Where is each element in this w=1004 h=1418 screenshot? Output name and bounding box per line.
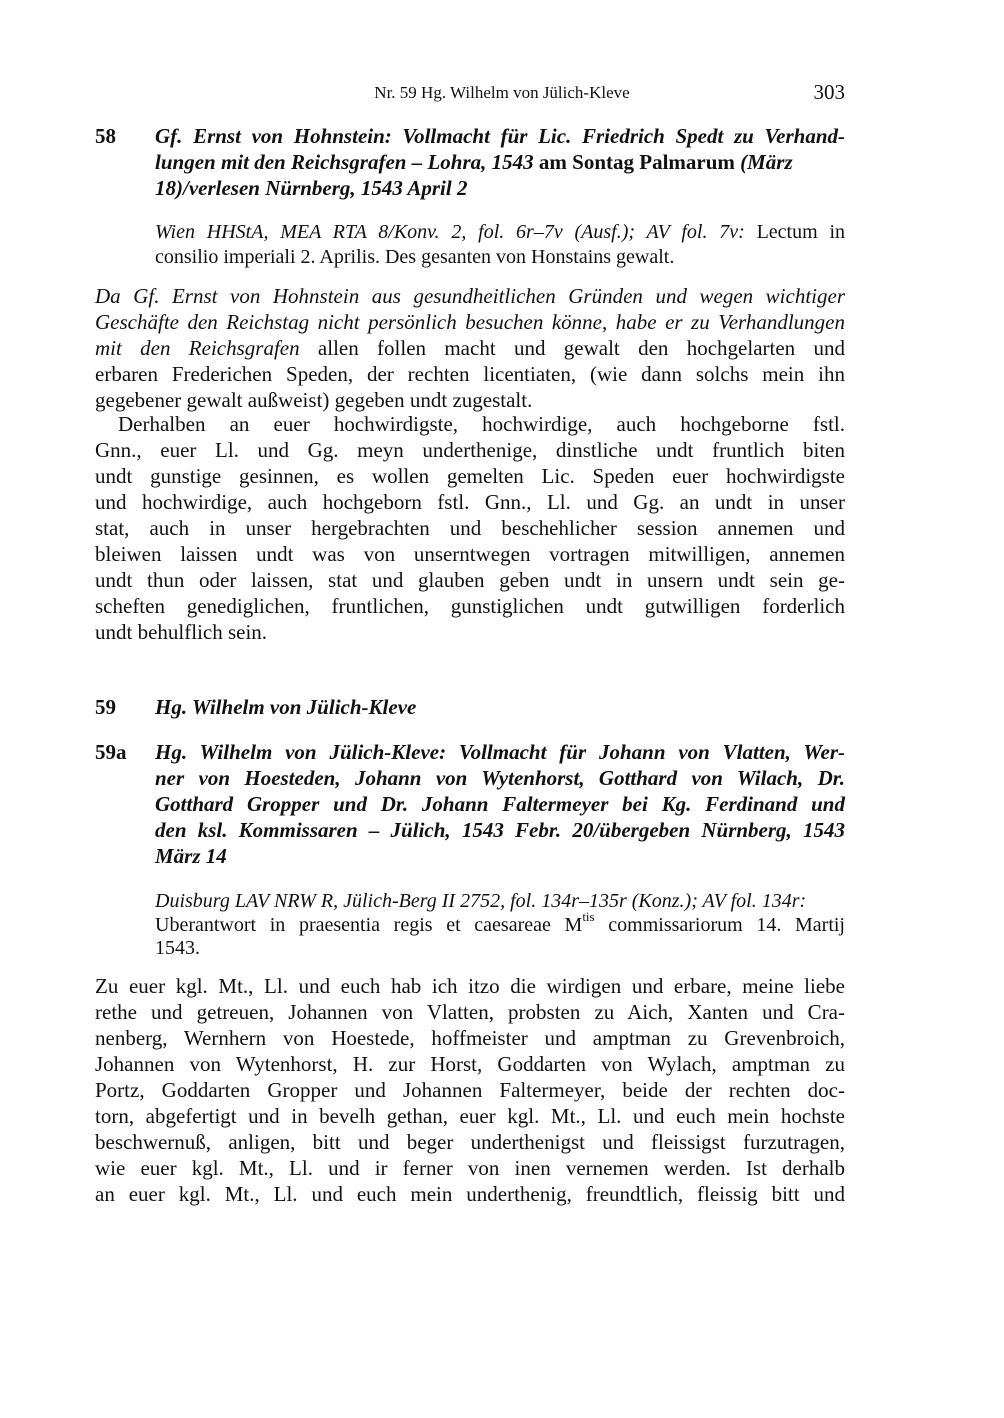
doc-59a-title-line-1: Hg. Wilhelm von Jülich-Kleve: Vollmacht für Johann von Vlatten, Wer- (155, 740, 845, 764)
doc-58-summary-italic: mit den Reichsgrafen (95, 336, 300, 360)
doc-59a-body-line-8: wie euer kgl. Mt., Ll. und ir ferner von inen vernemen werden. Ist derhalb (95, 1156, 845, 1180)
doc-58-title-date: am Sontag Palmarum (538, 150, 735, 174)
doc-58-body-line-1: Da Gf. Ernst von Hohnstein aus gesundheitlichen Gründen und wegen wichtiger (95, 284, 845, 308)
doc-58-title-line-3: 18)/verlesen Nürnberg, 1543 April 2 (155, 176, 468, 200)
doc-59a-title-line-3: Gotthard Gropper und Dr. Johann Faltermeyer bei Kg. Ferdinand und (155, 792, 845, 816)
doc-58-title-line-2 (155, 149, 845, 175)
doc-58-body-line-3 (95, 335, 845, 361)
running-head: Nr. 59 Hg. Wilhelm von Jülich-Kleve (374, 83, 630, 102)
doc-58-number: 58 (95, 124, 116, 148)
doc-59a-source-line-3: 1543. (155, 937, 200, 959)
doc-58-body-text: allen follen macht und gewalt den hochgelarten und (317, 336, 845, 360)
doc-59a-body-line-1: Zu euer kgl. Mt., Ll. und euch hab ich itzo die wirdigen und erbare, meine liebe (95, 974, 845, 998)
doc-58-para2-line-8: scheften genediglichen, fruntlichen, gunstiglichen undt gutwilligen forderlich (95, 594, 845, 618)
doc-58-para2-line-7: undt thun oder laissen, stat und glauben geben undt in unsern undt sein ge- (95, 568, 845, 592)
doc-59a-body-line-5: Portz, Goddarten Gropper und Johannen Faltermeyer, beide der rechten doc- (95, 1078, 845, 1102)
doc-58-source-line-2: consilio imperiali 2. Aprilis. Des gesanten von Honstains gewalt. (155, 246, 675, 268)
doc-59a-body-line-4: Johannen von Wytenhorst, H. zur Horst, Goddarten von Wylach, amptman zu (95, 1052, 845, 1076)
doc-58-title-tail: (März (740, 150, 793, 174)
doc-58-para2-line-3: undt gunstige gesinnen, es wollen gemelten Lic. Speden euer hochwirdigste (95, 464, 845, 488)
doc-58-body-line-4: erbaren Frederichen Speden, der rechten licentiaten, (wie dann solchs mein ihn (95, 362, 845, 386)
doc-59-number: 59 (95, 695, 116, 719)
doc-59a-source-note-end: commissariorum 14. Martij (594, 914, 845, 936)
doc-59a-body-line-6: torn, abgefertigt und in bevelh gethan, euer kgl. Mt., Ll. und euch mein hochste (95, 1104, 845, 1128)
doc-59a-body-line-9: an euer kgl. Mt., Ll. und euch mein underthenig, freundtlich, fleissig bitt und (95, 1182, 845, 1206)
doc-58-para2-line-2: Gnn., euer Ll. und Gg. meyn underthenige, dinstliche undt fruntlich biten (95, 438, 845, 462)
doc-59a-body-line-2: rethe und getreuen, Johannen von Vlatten, probsten zu Aich, Xanten und Cra- (95, 1000, 845, 1024)
doc-59a-title-line-4: den ksl. Kommissaren – Jülich, 1543 Febr. 20/übergeben Nürnberg, 1543 (155, 818, 845, 842)
page-number: 303 (813, 80, 845, 104)
doc-58-title-line-1: Gf. Ernst von Hohnstein: Vollmacht für Lic. Friedrich Spedt zu Verhand- (155, 124, 845, 148)
doc-58-source-citation: Wien HHStA, MEA RTA 8/Konv. 2, fol. 6r–7v (Ausf.); AV fol. 7v: (155, 221, 745, 243)
doc-58-para2-line-6: bleiwen laissen undt was von unserntwegen vortragen mitwilligen, annemen (95, 542, 845, 566)
doc-58-title-part: lungen mit den Reichsgrafen – Lohra, 1543 (155, 150, 534, 174)
doc-58-body-line-5: gegebener gewalt außweist) gegeben undt zugestalt. (95, 388, 533, 412)
doc-58-source-line-1 (155, 219, 845, 245)
doc-58-para2-line-5: stat, auch in unser hergebrachten und beschehlicher session annemen und (95, 516, 845, 540)
doc-59a-title-line-2: ner von Hoesteden, Johann von Wytenhorst, Gotthard von Wilach, Dr. (155, 766, 845, 790)
doc-59a-source-note: Uberantwort in praesentia regis et caesareae M (155, 914, 583, 936)
doc-59a-source-superscript: tis (582, 909, 595, 925)
doc-59a-source-line-1: Duisburg LAV NRW R, Jülich-Berg II 2752, fol. 134r–135r (Konz.); AV fol. 134r: (155, 890, 807, 912)
doc-58-body-line-2: Geschäfte den Reichstag nicht persönlich besuchen könne, habe er zu Verhandlungen (95, 310, 845, 334)
doc-58-para2-line-1: Derhalben an euer hochwirdigste, hochwirdige, auch hochgeborne fstl. (118, 412, 845, 436)
doc-58-source-note: Lectum in (756, 221, 846, 243)
doc-59a-body-line-7: beschwernuß, anligen, bitt und beger underthenigst und fleissigst furzutragen, (95, 1130, 845, 1154)
doc-59a-body-line-3: nenberg, Wernhern von Hoestede, hoffmeister und amptman zu Grevenbroich, (95, 1026, 845, 1050)
doc-58-para2-line-9: undt behulflich sein. (95, 620, 268, 644)
doc-59a-title-line-5: März 14 (155, 844, 227, 868)
doc-59a-number: 59a (95, 740, 127, 764)
doc-58-para2-line-4: und hochwirdige, auch hochgeborn fstl. Gnn., Ll. und Gg. an undt in unser (95, 490, 845, 514)
doc-59-title: Hg. Wilhelm von Jülich-Kleve (155, 695, 417, 719)
